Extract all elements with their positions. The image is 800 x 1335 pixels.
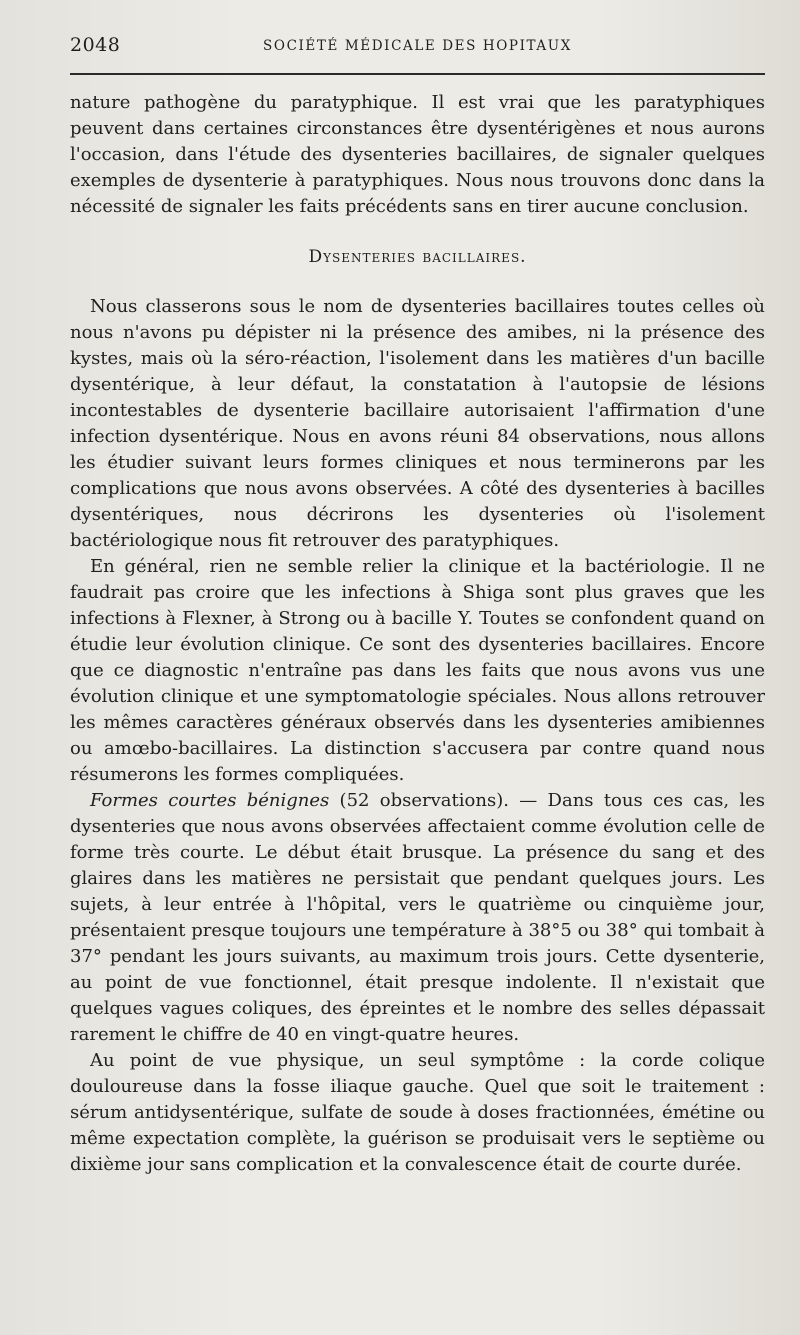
paragraph-definition: Nous classerons sous le nom de dysenteries bacillaires toutes celles où nous n'avons pu dépister ni la présence des amibes, ni la présence des kystes, mais où la séro-réaction, l'isolement dans les matières d'un bacille dysentérique, à leur défaut, la constatation à l'autopsie de lésions incontestables de dysenterie bacillaire autorisaient l'affirmation d'une infection dysentérique. Nous en avons réuni 84 observations, nous allons les étudier suivant leurs formes cliniques et nous terminerons par les complications que nous avons observées. A côté des dysenteries à bacilles dysentériques, nous décrirons les dysenteries où l'isolement bactériologique nous fit retrouver des paratyphiques. — [70, 296, 765, 551]
paragraph-forms — [70, 788, 765, 1048]
header-rule — [70, 73, 765, 75]
section-heading: Dysenteries bacillaires. — [308, 247, 527, 267]
page-header — [70, 30, 765, 60]
paragraph-physical: Au point de vue physique, un seul symptôme : la corde colique douloureuse dans la fosse iliaque gauche. Quel que soit le traitement : sérum antidysentérique, sulfate de soude à doses fractionnées, émétine ou même expectation complète, la guérison se produisait vers le septième ou dixième jour sans complication et la convalescence était de courte durée. — [70, 1050, 765, 1175]
running-head: SOCIÉTÉ MÉDICALE DES HOPITAUX — [263, 38, 572, 54]
paragraph-continuation: nature pathogène du paratyphique. Il est vrai que les paratyphiques peuvent dans certaines circonstances être dysentérigènes et nous aurons l'occasion, dans l'étude des dysenteries bacillaires, de signaler quelques exemples de dysenterie à paratyphiques. Nous nous trouvons donc dans la nécessité de signaler les faits précédents sans en tirer aucune conclusion. — [70, 92, 765, 217]
page-number: 2048 — [70, 34, 121, 56]
subheading-italic: Formes courtes bénignes — [90, 790, 330, 811]
body-text — [70, 90, 765, 1178]
paragraph-general: En général, rien ne semble relier la clinique et la bactériologie. Il ne faudrait pas croire que les infections à Shiga sont plus graves que les infections à Flexner, à Strong ou à bacille Y. Toutes se confondent quand on étudie leur évolution clinique. Ce sont des dysenteries bacillaires. Encore que ce diagnostic n'entraîne pas dans les faits que nous avons vus une évolution clinique et une symptomatologie spéciales. Nous allons retrouver les mêmes caractères généraux observés dans les dysenteries amibiennes ou amœbo-bacillaires. La distinction s'accusera par contre quand nous résumerons les formes compliquées. — [70, 556, 765, 785]
paragraph-forms-text: (52 observations). — Dans tous ces cas, les dysenteries que nous avons observées affectaient comme évolution celle de forme très courte. Le début était brusque. La présence du sang et des glaires dans les matières ne persistait que pendant quelques jours. Les sujets, à leur entrée à l'hôpital, vers le quatrième ou cinquième jour, présentaient presque toujours une température à 38°5 ou 38° qui tombait à 37° pendant les jours suivants, au maximum trois jours. Cette dysenterie, au point de vue fonctionnel, était presque indolente. Il n'existait que quelques vagues coliques, des épreintes et le nombre des selles dépassait rarement le chiffre de 40 en vingt-quatre heures. — [70, 790, 765, 1045]
